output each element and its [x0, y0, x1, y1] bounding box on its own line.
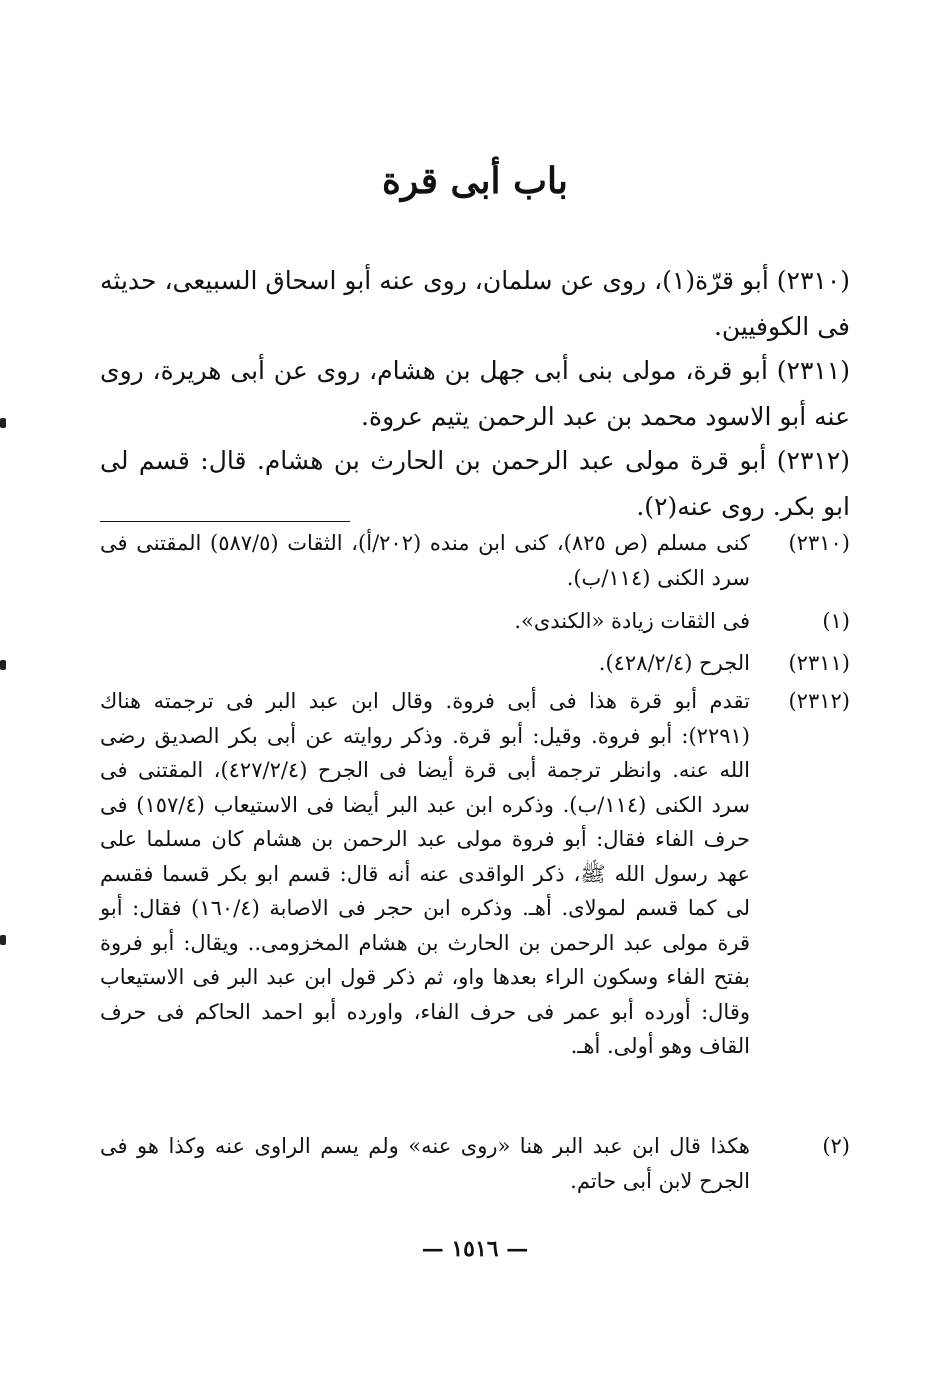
footnote-number: (٢) [822, 1134, 850, 1158]
biography-entry-2311: (٢٣١١) أبو قرة، مولى بنى أبى جهل بن هشام، روى عن أبى هريرة، روى عنه أبو الاسود محمد بن عبد الرحمن يتيم عروة. [100, 356, 850, 431]
footnote-number: (٢٣١١) [788, 651, 850, 675]
footnote-number: (٢٣١٢) [788, 689, 850, 713]
biography-entry-2310: (٢٣١٠) أبو قرّة(١)، روى عن سلمان، روى عنه أبو اسحاق السبيعى، حديثه فى الكوفيين. [100, 266, 851, 341]
scan-edge-mark [0, 660, 6, 670]
footnote-text: كنى مسلم (ص ٨٢٥)، كنى ابن منده (٢٠٢/أ)، الثقات (٥٨٧/٥) المقتنى فى سرد الكنى (١١٤/ب). [100, 531, 750, 590]
scan-edge-mark [0, 418, 6, 428]
footnote [100, 604, 850, 639]
footnote-text: هكذا قال ابن عبد البر هنا «روى عنه» ولم يسم الراوى عنه وكذا هو فى الجرح لابن أبى حاتم. [100, 1134, 750, 1193]
footnote-number: (٢٣١٠) [788, 531, 850, 555]
footnote-text: تقدم أبو قرة هذا فى أبى فروة. وقال ابن عبد البر فى ترجمته هناك (٢٢٩١): أبو فروة. وقيل: أبو قرة. وذكر روايته عن أبى بكر الصديق رضى الله عنه. وانظر ترجمة أبى قرة أيضا فى الجرح (٤٢٧/٢/٤)، المقتنى فى سرد الكنى (١١٤/ب). وذكره ابن عبد البر أيضا فى الاستيعاب (١٥٧/٤) فى حرف الفاء فقال: أبو فروة مولى عبد الرحمن بن هشام كان مسلما على عهد رسول الله ﷺ، ذكر الواقدى عنه أنه قال: قسم ابو بكر قسما فقسم لى كما قسم لمولاى. أهـ. وذكره ابن حجر فى الاصابة (١٦٠/٤) فقال: أبو قرة مولى عبد الرحمن بن الحارث بن هشام المخزومى.. ويقال: أبو فروة بفتح الفاء وسكون الراء بعدها واو، ثم ذكر قول ابن عبد البر فى الاستيعاب وقال: أورده أبو عمر فى حرف الفاء، واورده أبو احمد الحاكم فى حرف القاف وهو أولى. أهـ. [100, 689, 750, 1058]
footnote [100, 1129, 850, 1198]
footnote-text: فى الثقات زيادة «الكندى». [514, 609, 750, 633]
page-number: — ١٥١٦ — [421, 1236, 529, 1262]
footnote-separator [100, 521, 350, 522]
chapter-title: باب أبى قرة [382, 160, 568, 202]
biography-entry-2312: (٢٣١٢) أبو قرة مولى عبد الرحمن بن الحارث بن هشام. قال: قسم لى ابو بكر. روى عنه(٢). [100, 446, 850, 521]
footnote [100, 526, 850, 595]
document-page [100, 0, 850, 1388]
footnote [100, 646, 850, 681]
scan-edge-mark [0, 935, 6, 945]
footnote-number: (١) [822, 609, 850, 633]
footnote [100, 684, 850, 1064]
footnote-text: الجرح (٤٢٨/٢/٤). [598, 651, 750, 675]
